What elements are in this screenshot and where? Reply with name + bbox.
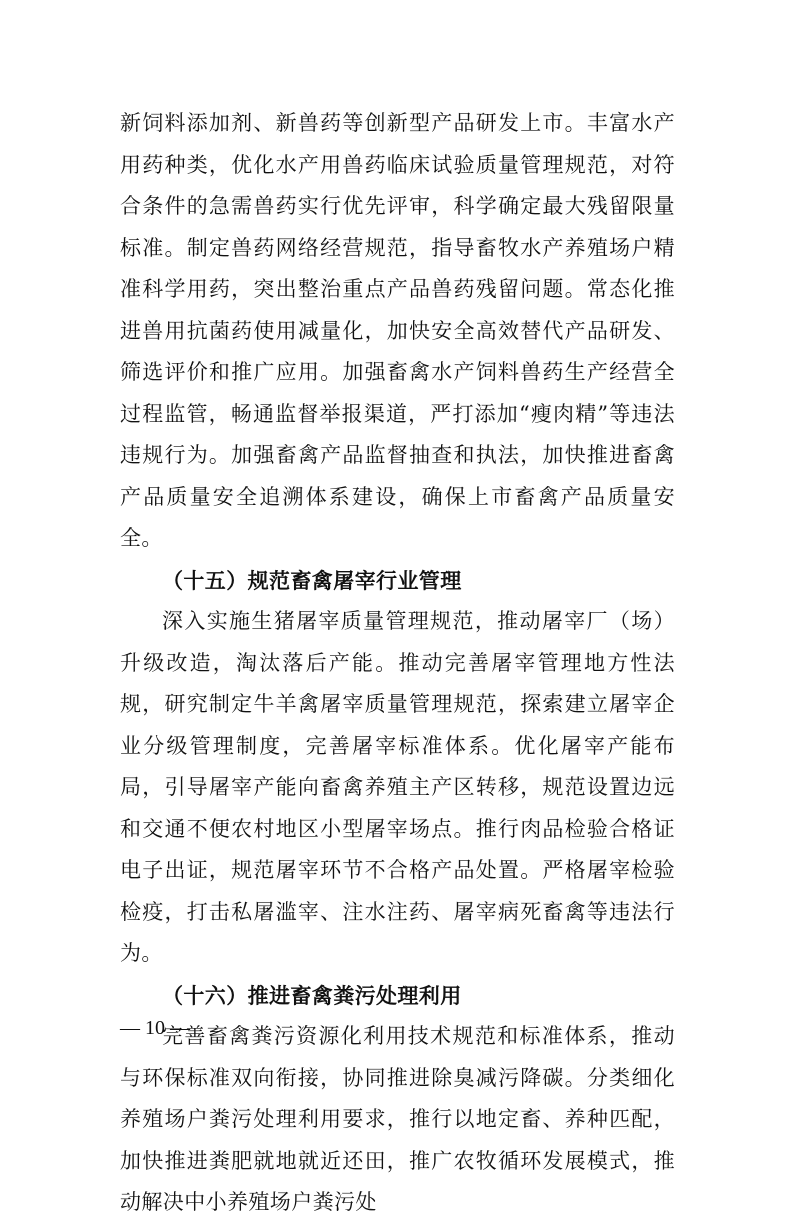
paragraph-3: 完善畜禽粪污资源化利用技术规范和标准体系，推动与环保标准双向衔接，协同推进除臭减污降碳。分类细化养殖场户粪污处理利用要求，推行以地定畜、养种匹配，加快推进粪肥就地就近还田，推广农牧循环发展模式，推动解决中小养殖场户粪污处: [120, 1024, 675, 1214]
section-heading-16: （十六）推进畜禽粪污处理利用: [162, 982, 462, 1008]
section-heading-15: （十五）规范畜禽屠宰行业管理: [162, 567, 462, 593]
document-body: [120, 103, 675, 1224]
paragraph-2: 深入实施生猪屠宰质量管理规范，推动屠宰厂（场）升级改造，淘汰落后产能。推动完善屠宰管理地方性法规，研究制定牛羊禽屠宰质量管理规范，探索建立屠宰企业分级管理制度，完善屠宰标准体系。优化屠宰产能布局，引导屠宰产能向畜禽养殖主产区转移，规范设置边远和交通不便农村地区小型屠宰场点。推行肉品检验合格证电子出证，规范屠宰环节不合格产品处置。严格屠宰检验检疫，打击私屠滥宰、注水注药、屠宰病死畜禽等违法行为。: [120, 609, 675, 965]
page-number: — 10 —: [120, 1017, 190, 1039]
paragraph-1: 新饲料添加剂、新兽药等创新型产品研发上市。丰富水产用药种类，优化水产用兽药临床试验质量管理规范，对符合条件的急需兽药实行优先评审，科学确定最大残留限量标准。制定兽药网络经营规范，指导畜牧水产养殖场户精准科学用药，突出整治重点产品兽药残留问题。常态化推进兽用抗菌药使用减量化，加快安全高效替代产品研发、筛选评价和推广应用。加强畜禽水产饲料兽药生产经营全过程监管，畅通监督举报渠道，严打添加“瘦肉精”等违法违规行为。加强畜禽产品监督抽查和执法，加快推进畜禽产品质量安全追溯体系建设，确保上市畜禽产品质量安全。: [120, 111, 675, 550]
